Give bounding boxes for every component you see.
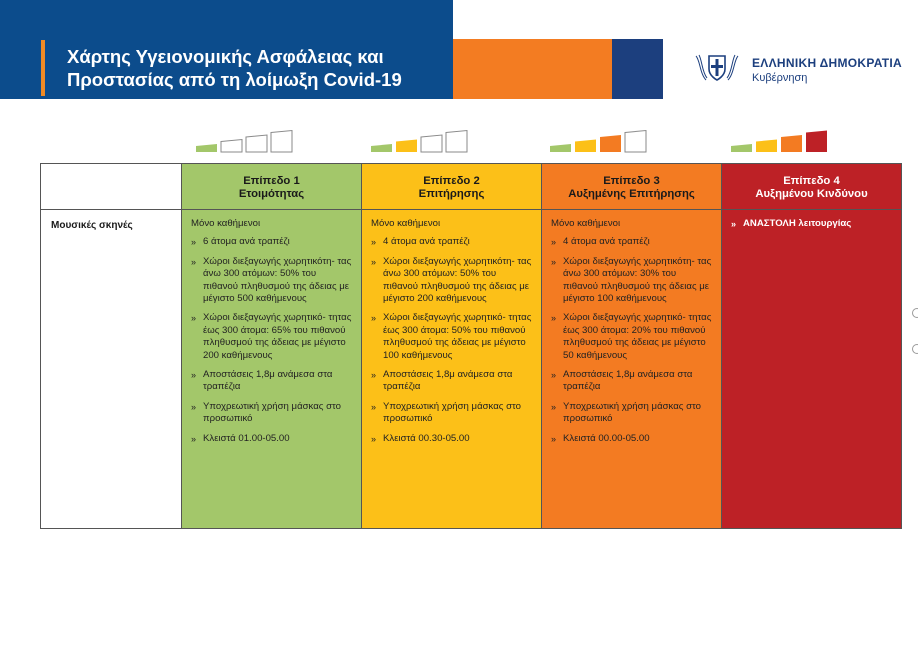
bullet-text: Αποστάσεις 1,8μ ανάμεσα στα τραπέζια	[203, 369, 333, 393]
header-accent-bar	[41, 40, 45, 96]
bullet-text: Χώροι διεξαγωγής χωρητικό- τητας έως 300 άτομα: 20% του πιθανού πληθυσμού της άδειας με μέγιστο 50 καθήμενους	[563, 312, 712, 361]
orange-decor-strip	[453, 39, 612, 99]
level-4-bullets	[731, 218, 893, 230]
bullet-item	[371, 401, 533, 426]
bullet-text: Κλειστά 00.00-05.00	[563, 432, 650, 444]
level-1-meter	[195, 126, 297, 154]
category-header-cell	[41, 164, 182, 210]
level-3-cell	[542, 210, 722, 529]
level-2-intro: Μόνο καθήμενοι	[371, 218, 441, 229]
bullet-icon: »	[551, 237, 557, 248]
bullet-icon: »	[371, 433, 377, 444]
level-1-cell	[182, 210, 362, 529]
bullet-text: Υποχρεωτική χρήση μάσκας στο προσωπικό	[203, 400, 341, 425]
edge-circle-mark	[912, 344, 918, 354]
bullet-icon: »	[371, 313, 377, 324]
edge-circle-mark	[912, 308, 918, 318]
bullet-text: ΑΝΑΣΤΟΛΗ λειτουργίας	[743, 218, 852, 229]
bullet-item	[191, 369, 353, 394]
bullet-item	[191, 433, 353, 445]
level-2-header	[362, 164, 542, 210]
bullet-text: Υποχρεωτική χρήση μάσκας στο προσωπικό	[563, 400, 701, 425]
bullet-icon: »	[191, 401, 197, 412]
level-1-intro: Μόνο καθήμενοι	[191, 218, 261, 229]
bullet-text: Χώροι διεξαγωγής χωρητικό- τητας έως 300 άτομα: 50% του πιθανού πληθυσμού της άδειας με μέγιστο 100 καθήμενους	[383, 312, 532, 361]
bullet-text: 4 άτομα ανά τραπέζι	[563, 236, 650, 248]
meter-bar-filled	[575, 140, 596, 153]
bullet-icon: »	[551, 370, 557, 381]
bullet-item	[371, 433, 533, 445]
bullet-item	[551, 236, 713, 248]
meter-bar-empty	[271, 131, 292, 153]
level-3-intro: Μόνο καθήμενοι	[551, 218, 621, 229]
bullet-item	[371, 256, 533, 306]
meter-bar-filled	[371, 144, 392, 152]
level-3-header	[542, 164, 722, 210]
meter-bar-filled	[781, 135, 802, 152]
category-label: Μουσικές σκηνές	[51, 220, 133, 231]
level-1-subtitle: Ετοιμότητας	[238, 188, 305, 200]
level-3-title: Επίπεδο 3	[603, 175, 660, 187]
bullet-item	[191, 236, 353, 248]
government-subtitle: Κυβέρνηση	[752, 72, 808, 84]
level-3-subtitle: Αυξημένης Επιτήρησης	[568, 188, 695, 200]
level-3-meter	[549, 126, 651, 154]
level-4-title: Επίπεδο 4	[783, 175, 840, 187]
bullet-icon: »	[371, 401, 377, 412]
bullet-text: Υποχρεωτική χρήση μάσκας στο προσωπικό	[383, 400, 521, 425]
government-name: ΕΛΛΗΝΙΚΗ ΔΗΜΟΚΡΑΤΙΑ	[752, 56, 902, 70]
level-4-header	[722, 164, 902, 210]
level-2-cell	[362, 210, 542, 529]
level-4-cell	[722, 210, 902, 529]
meter-bar-empty	[246, 135, 267, 152]
bullet-icon: »	[191, 313, 197, 324]
bullet-item	[551, 401, 713, 426]
level-2-bullets	[371, 236, 533, 445]
bullet-icon: »	[551, 256, 557, 267]
bullet-text: 4 άτομα ανά τραπέζι	[383, 236, 470, 248]
bullet-text: Χώροι διεξαγωγής χωρητικότη- τας άνω 300 ατόμων: 30% του πιθανού πληθυσμού της άδειας με μέγιστο 100 καθήμενους	[563, 255, 712, 305]
page-title-line2: Προστασίας από τη λοίμωξη Covid-19	[67, 69, 402, 90]
bullet-text: Αποστάσεις 1,8μ ανάμεσα στα τραπέζια	[383, 369, 513, 393]
bullet-item	[371, 312, 533, 362]
meter-bar-empty	[421, 135, 442, 152]
bullet-item	[191, 312, 353, 362]
bullet-icon: »	[551, 433, 557, 444]
bullet-icon: »	[191, 433, 197, 444]
bullet-text: Κλειστά 01.00-05.00	[203, 432, 290, 444]
bullet-icon: »	[371, 370, 377, 381]
restrictions-table	[40, 163, 902, 529]
bullet-item	[371, 369, 533, 394]
meter-bar-filled	[731, 144, 752, 152]
bullet-item	[371, 236, 533, 248]
level-4-subtitle: Αυξημένου Κινδύνου	[755, 188, 868, 200]
meter-bar-filled	[396, 140, 417, 153]
meter-bar-empty	[221, 140, 242, 153]
bullet-text: Χώροι διεξαγωγής χωρητικότη- τας άνω 300 ατόμων: 50% του πιθανού πληθυσμού της άδειας με μέγιστο 500 καθήμενους	[203, 255, 352, 305]
category-cell	[41, 210, 182, 529]
bullet-icon: »	[371, 237, 377, 248]
bullet-icon: »	[191, 370, 197, 381]
meter-bar-filled	[196, 144, 217, 152]
meter-bar-filled	[756, 140, 777, 153]
bullet-item	[731, 218, 893, 230]
level-4-meter	[730, 126, 832, 154]
bullet-text: 6 άτομα ανά τραπέζι	[203, 236, 290, 248]
meter-bar-filled	[550, 144, 571, 152]
page-title	[67, 45, 452, 91]
bullet-text: Κλειστά 00.30-05.00	[383, 432, 470, 444]
bullet-item	[551, 369, 713, 394]
level-1-bullets	[191, 236, 353, 445]
meter-bar-filled	[600, 135, 621, 152]
level-2-title: Επίπεδο 2	[423, 175, 480, 187]
level-1-header	[182, 164, 362, 210]
bullet-item	[551, 312, 713, 362]
level-1-title: Επίπεδο 1	[243, 175, 300, 187]
bullet-icon: »	[551, 313, 557, 324]
bullet-item	[191, 401, 353, 426]
page-title-line1: Χάρτης Υγειονομικής Ασφάλειας και	[67, 46, 384, 67]
bullet-item	[551, 256, 713, 306]
meter-bar-empty	[446, 131, 467, 153]
bullet-item	[191, 256, 353, 306]
meter-bar-filled	[806, 131, 827, 153]
bullet-text: Αποστάσεις 1,8μ ανάμεσα στα τραπέζια	[563, 369, 693, 393]
level-2-subtitle: Επιτήρησης	[418, 188, 485, 200]
navy-decor-strip	[612, 39, 663, 99]
bullet-icon: »	[551, 401, 557, 412]
bullet-icon: »	[731, 219, 737, 229]
meter-bar-empty	[625, 131, 646, 153]
bullet-icon: »	[191, 256, 197, 267]
level-3-bullets	[551, 236, 713, 445]
bullet-text: Χώροι διεξαγωγής χωρητικότη- τας άνω 300 ατόμων: 50% του πιθανού πληθυσμού της άδειας με μέγιστο 200 καθήμενους	[383, 255, 532, 305]
bullet-icon: »	[191, 237, 197, 248]
bullet-text: Χώροι διεξαγωγής χωρητικό- τητας έως 300 άτομα: 65% του πιθανού πληθυσμού της άδειας με μέγιστο 200 καθήμενους	[203, 312, 352, 361]
greek-coat-of-arms-icon	[692, 50, 742, 84]
bullet-icon: »	[371, 256, 377, 267]
level-2-meter	[370, 126, 472, 154]
bullet-item	[551, 433, 713, 445]
